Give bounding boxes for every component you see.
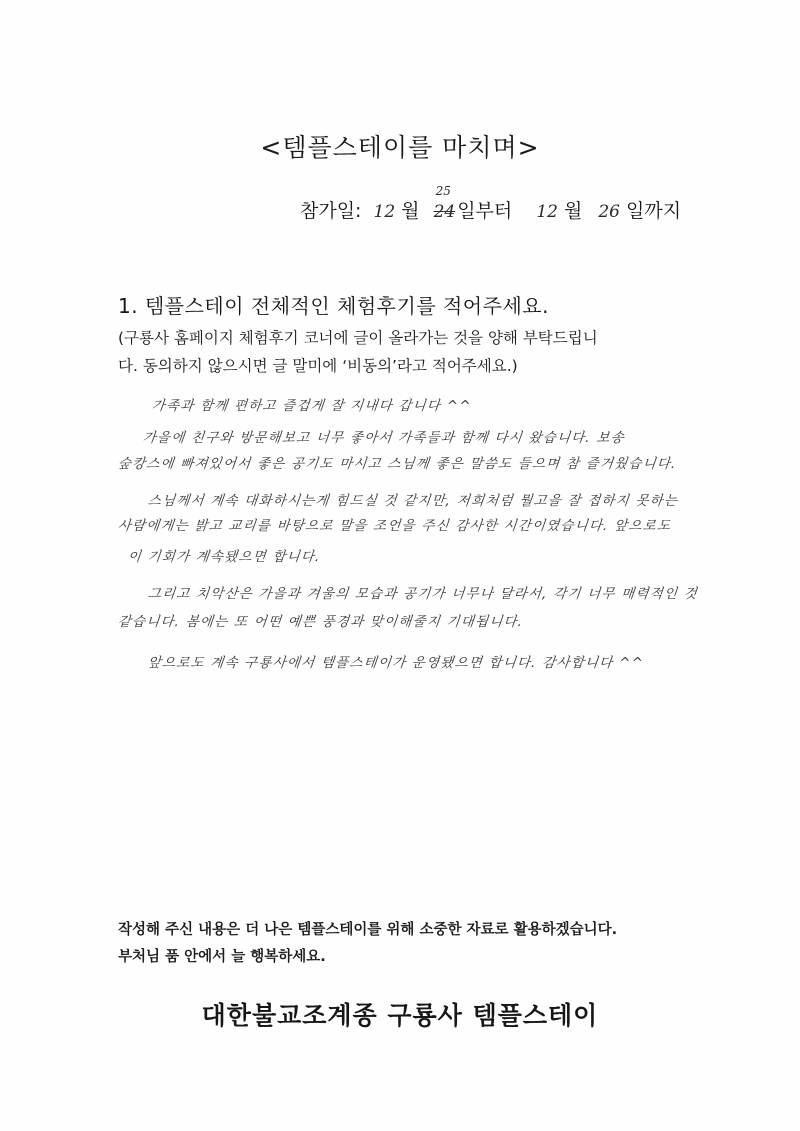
end-day: 26 — [598, 202, 620, 222]
from-label: 일부터 — [457, 200, 513, 222]
until-label: 일까지 — [626, 200, 682, 222]
answer-line: 가족과 함께 편하고 즐겁게 잘 지내다 갑니다 ^^ — [150, 398, 473, 414]
organization-footer: 대한불교조계종 구룡사 템플스테이 — [201, 1001, 599, 1030]
answer-line: 그리고 치악산은 가을과 겨울의 모습과 공기가 너무나 달라서, 각기 너무 매력적인 것 — [146, 586, 699, 602]
start-month: 12 — [373, 202, 396, 222]
start-day-correction: 25 — [435, 184, 451, 198]
answer-line: 앞으로도 계속 구룡사에서 템플스테이가 운영됐으면 합니다. 감사합니다 ^^ — [146, 655, 645, 671]
page-title: <템플스테이를 마치며> — [260, 133, 540, 162]
participation-label: 참가일: — [300, 200, 362, 222]
answer-line: 가을에 친구와 방문해보고 너무 좋아서 가족들과 함께 다시 왔습니다. 보송 — [141, 430, 626, 446]
question-heading: 1. 템플스테이 전체적인 체험후기를 적어주세요. — [118, 294, 549, 318]
question-instruction-line1: (구룡사 홈페이지 체험후기 코너에 글이 올라가는 것을 양해 부탁드립니 — [118, 329, 598, 347]
answer-line: 사람에게는 밝고 교리를 바탕으로 말을 조언을 주신 감사한 시간이였습니다. 앞으로도 — [116, 518, 672, 534]
answer-line: 같습니다. 봄에는 또 어떤 예쁜 풍경과 맞이해줄지 기대됩니다. — [116, 614, 525, 630]
participation-date-line — [300, 184, 682, 223]
answer-line: 스님께서 계속 대화하시는게 힘드실 것 같지만, 저희처럼 뭘고을 잘 접하지 못하는 — [146, 493, 679, 509]
question-instruction-line2: 다. 동의하지 않으시면 글 말미에 ‘비동의’라고 적어주세요.) — [118, 357, 518, 375]
end-month: 12 — [536, 202, 558, 222]
answer-line: 숲캉스에 빠져있어서 좋은 공기도 마시고 스님께 좋은 말씀도 들으며 참 즐거웠습니다. — [116, 456, 678, 472]
closing-note-line1: 작성해 주신 내용은 더 나은 템플스테이를 위해 소중한 자료로 활용하겠습니다. — [118, 922, 618, 938]
answer-line: 이 기회가 계속됐으면 합니다. — [126, 549, 322, 565]
start-day-struck: 24 — [433, 202, 456, 222]
start-month-unit: 월 — [401, 200, 420, 222]
closing-note-line2: 부처님 품 안에서 늘 행복하세요. — [118, 949, 326, 965]
end-month-unit: 월 — [563, 200, 583, 222]
